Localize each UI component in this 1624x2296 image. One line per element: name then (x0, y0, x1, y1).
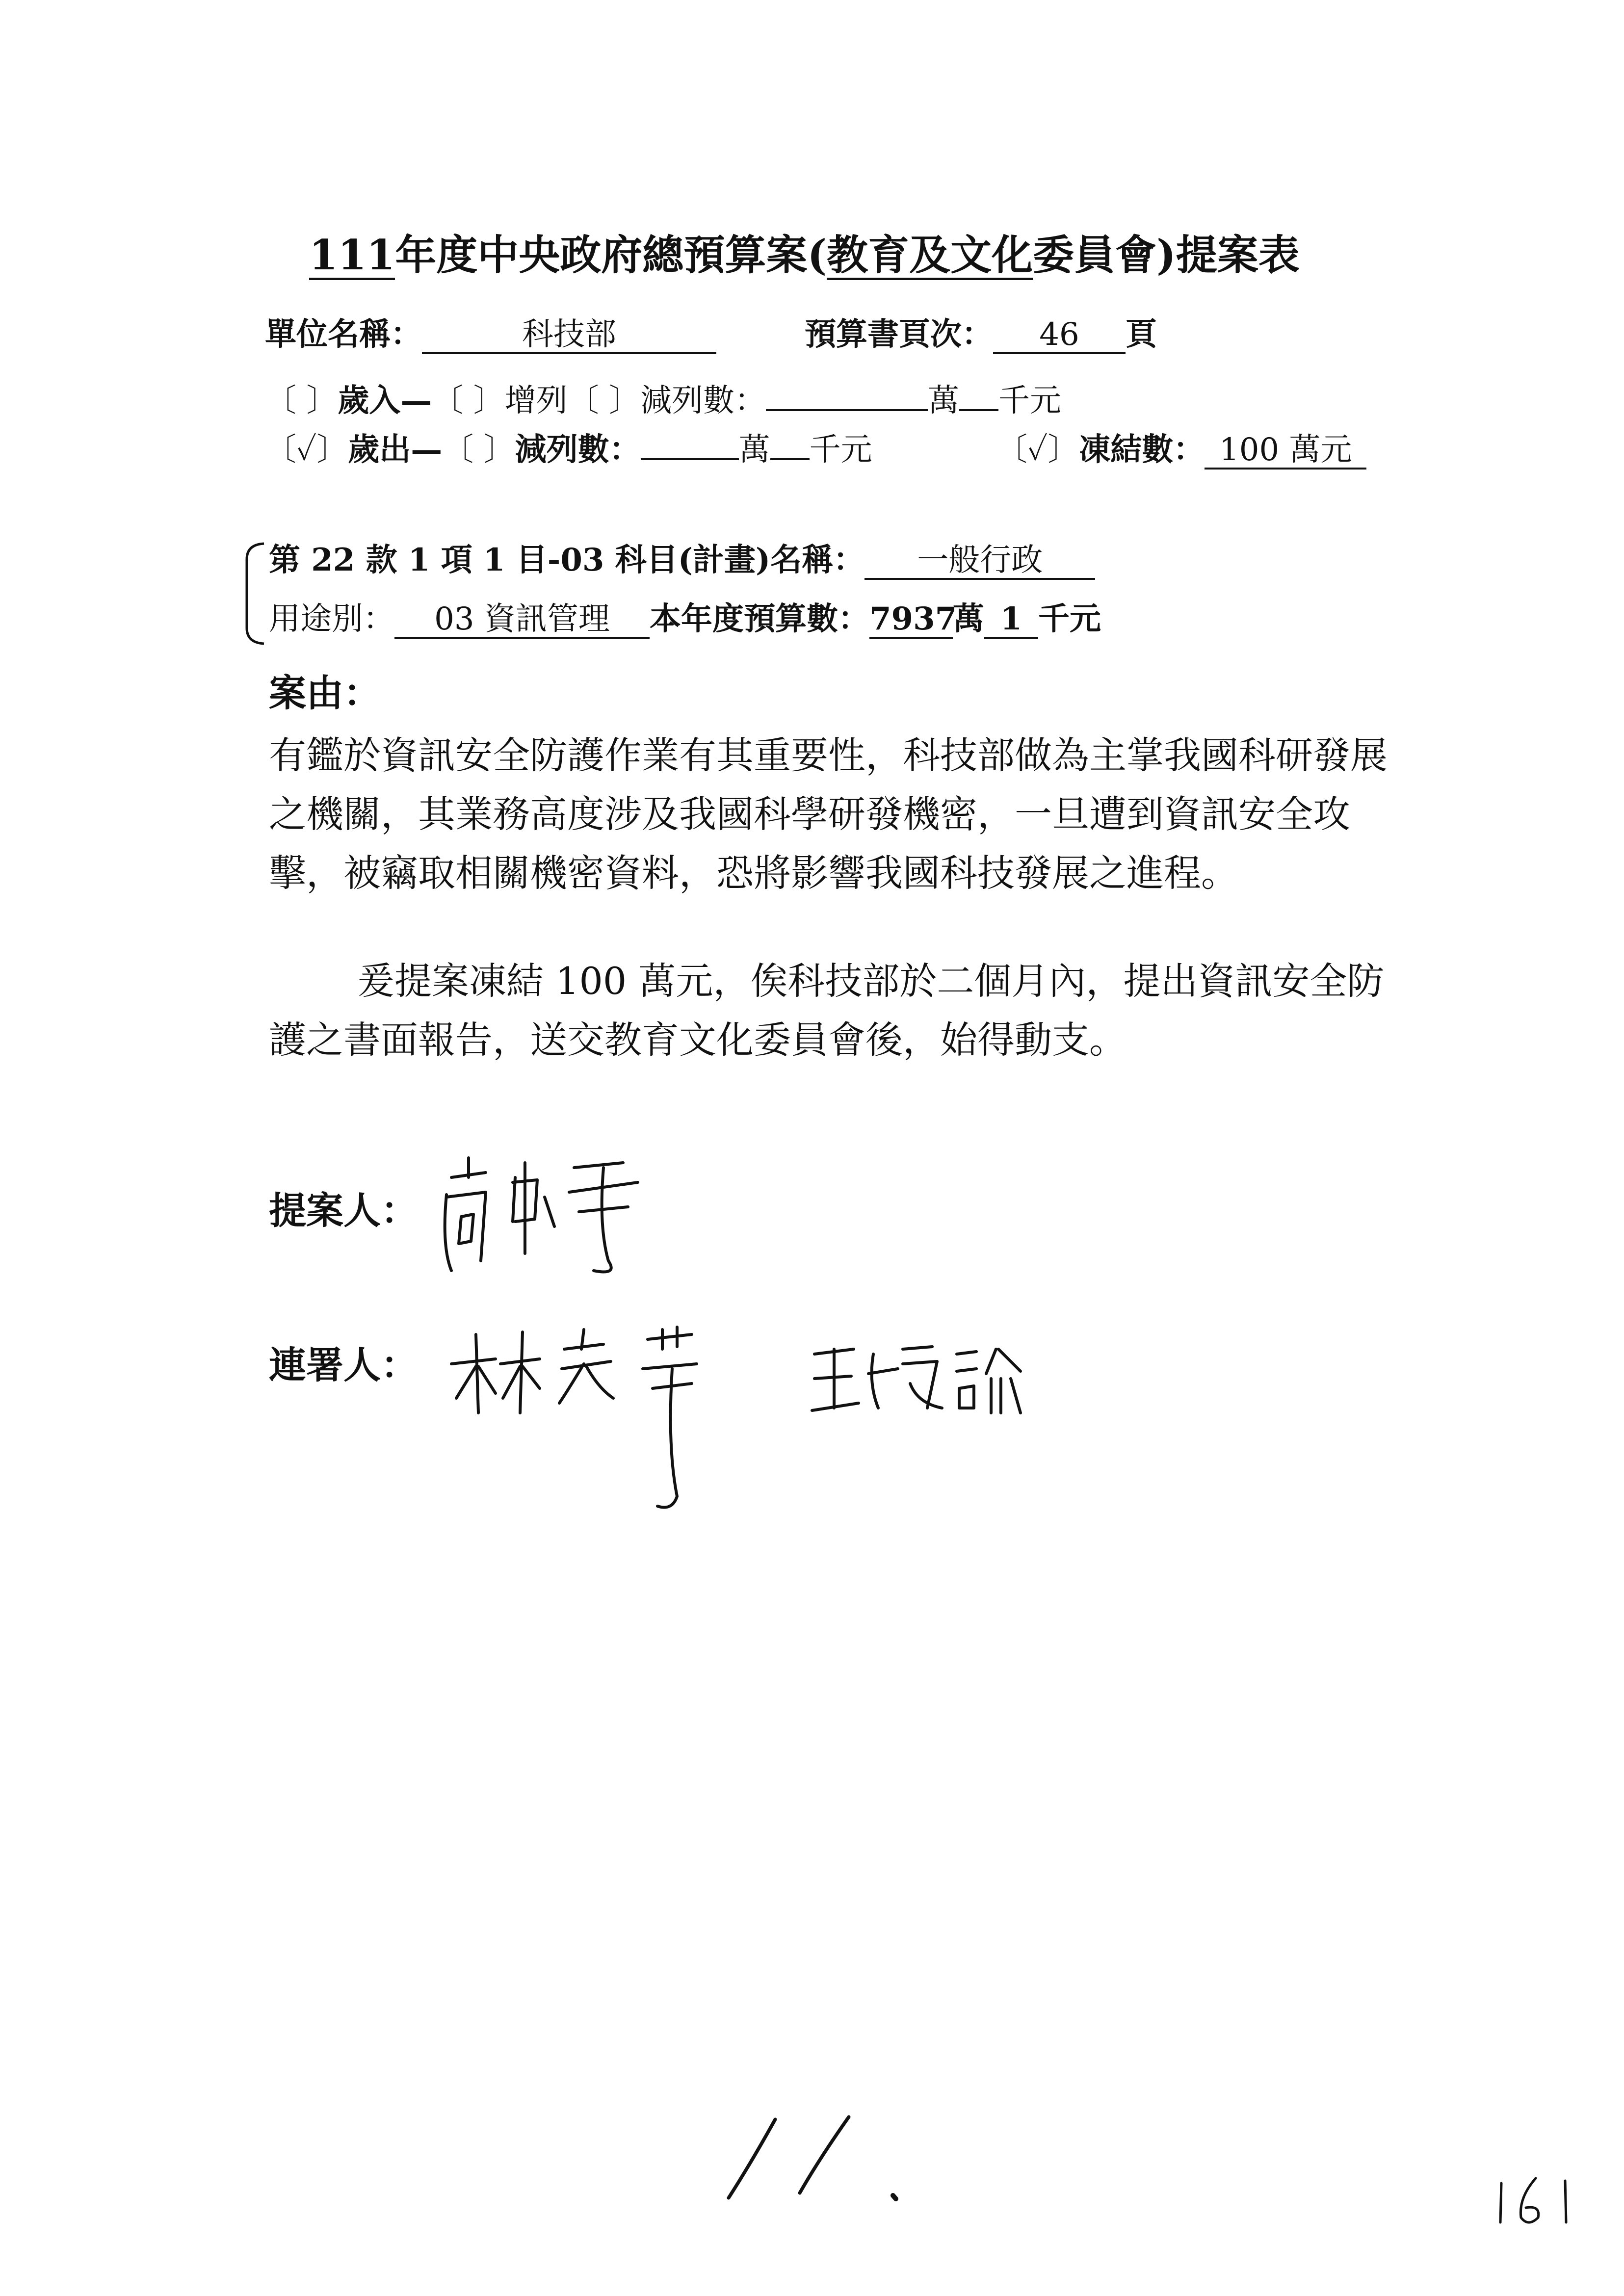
page-ref-row (805, 316, 1157, 354)
item-section-row (269, 542, 1095, 580)
expenditure-wan-unit: 萬 (738, 432, 770, 468)
cosigner-signature-1 (442, 1320, 756, 1516)
unit-label: 單位名稱： (265, 316, 422, 353)
reason-paragraph-1: 有鑑於資訊安全防護作業有其重要性，科技部做為主掌我國科研發展之機關，其業務高度涉及我國科學研發機密，一旦遭到資訊安全攻擊，被竊取相關機密資料，恐將影響我國科技發展之進程。 (269, 733, 1388, 895)
page-ref-label: 預算書頁次： (805, 316, 993, 353)
page-ref-value: 46 (993, 319, 1126, 354)
freeze-value: 100 萬元 (1205, 434, 1366, 470)
title-part1: 年度中央政府總預算案( (395, 231, 827, 279)
expenditure-row (265, 431, 872, 468)
unit-row (265, 316, 716, 354)
freeze-label: 凍結數： (1079, 431, 1205, 468)
freeze-checkbox: 〔✓〕 (996, 432, 1079, 468)
expenditure-label: 歲出— (348, 431, 443, 468)
page-mark-center (721, 2110, 917, 2208)
revenue-amount-wan (766, 407, 928, 411)
unit-value: 科技部 (422, 319, 716, 354)
item-usage-row (269, 600, 1101, 639)
title-year: 111 (309, 231, 395, 279)
revenue-decrease-checkbox: 〔 〕 (567, 383, 641, 419)
revenue-decrease-label: 減列數： (640, 383, 766, 419)
item-usage-value: 03 資訊管理 (394, 603, 650, 639)
item-budget-wan: 7937 (869, 603, 953, 639)
title-part2: 委員會)提案表 (1033, 231, 1300, 279)
revenue-row (265, 382, 1062, 419)
item-section-label: 第 22 款 1 項 1 目-03 科目(計畫)名稱： (269, 542, 865, 578)
item-usage-label: 用途別： (269, 601, 394, 637)
item-budget-wan-unit: 萬 (953, 600, 984, 637)
item-bracket (235, 540, 269, 648)
reason-heading: 案由： (269, 671, 381, 715)
revenue-checkbox: 〔 〕 (265, 383, 338, 419)
expenditure-qian-unit: 千元 (809, 432, 872, 468)
page-ref-suffix: 頁 (1126, 316, 1157, 353)
expenditure-amount-qian (770, 456, 810, 460)
proposer-signature (432, 1148, 648, 1276)
cosigner-signature-2 (805, 1334, 1040, 1423)
document-title (309, 231, 1300, 280)
revenue-wan-unit: 萬 (928, 383, 960, 419)
expenditure-decrease-label: 減列數： (515, 431, 641, 468)
item-budget-qian: 1 (984, 603, 1038, 639)
revenue-increase-label: 增列 (504, 383, 568, 419)
revenue-label: 歲入— (338, 382, 432, 419)
item-section-value: 一般行政 (864, 545, 1095, 580)
reason-paragraph-2: 爰提案凍結 100 萬元，俟科技部於二個月內，提出資訊安全防護之書面報告，送交教育文化委員會後，始得動支。 (269, 959, 1385, 1062)
revenue-increase-checkbox: 〔 〕 (432, 383, 505, 419)
title-committee: 教育及文化 (827, 231, 1033, 279)
page-mark-corner (1492, 2173, 1585, 2227)
revenue-qian-unit: 千元 (998, 383, 1062, 419)
expenditure-amount-wan (641, 456, 739, 460)
expenditure-checkbox: 〔✓〕 (265, 432, 348, 468)
item-budget-qian-unit: 千元 (1038, 600, 1101, 637)
revenue-amount-qian (959, 407, 998, 411)
item-budget-label: 本年度預算數： (650, 600, 869, 637)
proposer-label: 提案人： (269, 1189, 418, 1232)
expenditure-decrease-checkbox: 〔 〕 (442, 432, 515, 468)
cosigners-label: 連署人： (269, 1343, 418, 1387)
freeze-row (996, 431, 1366, 470)
